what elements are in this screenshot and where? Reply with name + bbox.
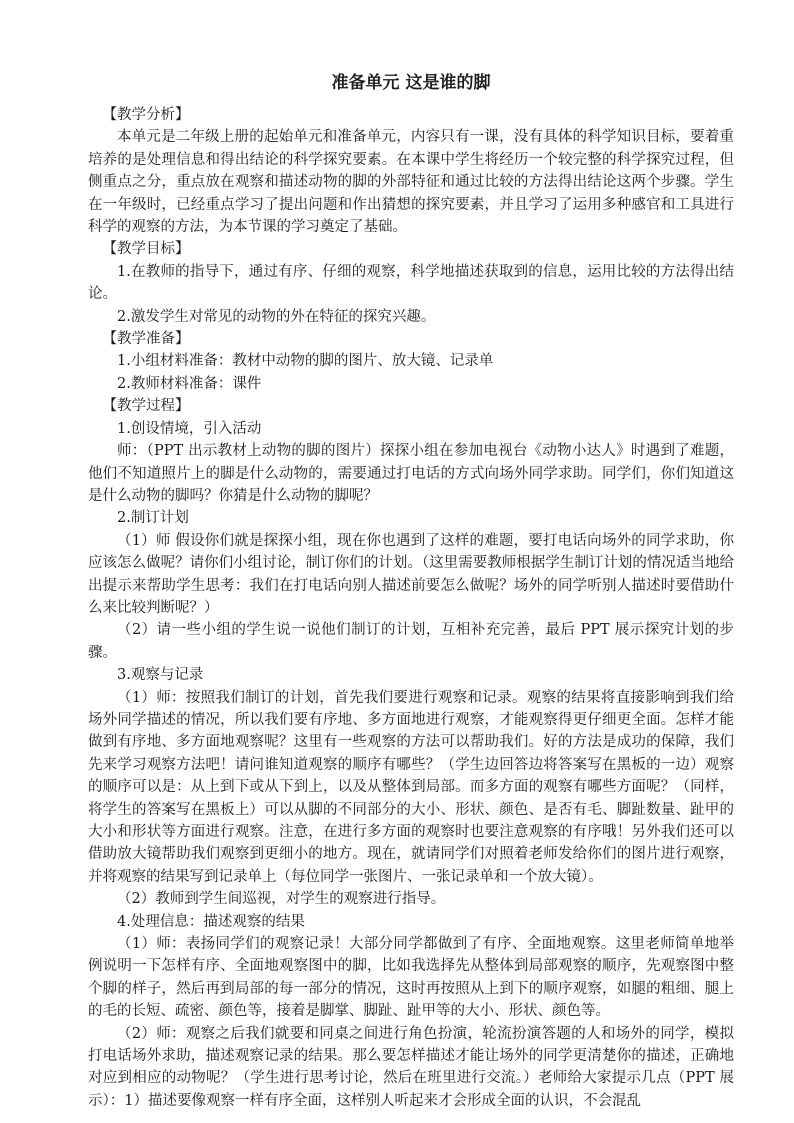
section-heading-prep: 【教学准备】 (102, 331, 190, 348)
goal-item-1: 1.在教师的指导下，通过有序、仔细的观察，科学地描述获取到的信息，运用比较的方法得出结论。 (88, 263, 734, 303)
step2-paragraph-2: （2）请一些小组的学生说一说他们制订的计划，互相补充完善，最后 PPT 展示探究计划的步骤。 (88, 622, 734, 661)
goal-item-2: 2.激发学生对常见的动物的外在特征的探究兴趣。 (117, 308, 436, 325)
step3-paragraph-2: （2）教师到学生间巡视，对学生的观察进行指导。 (117, 891, 446, 908)
step1-title: 1.创设情境，引入活动 (117, 420, 262, 437)
step3-title: 3.观察与记录 (117, 667, 204, 684)
section-heading-process: 【教学过程】 (102, 398, 190, 415)
section-heading-analysis: 【教学分析】 (102, 107, 190, 123)
prep-item-2: 2.教师材料准备：课件 (117, 375, 262, 392)
document-title: 准备单元 这是谁的脚 (331, 73, 491, 93)
analysis-paragraph: 本单元是二年级上册的起始单元和准备单元，内容只有一课，没有具体的科学知识目标，要着重培养的是处理信息和得出结论的科学探究要素。在本课中学生将经历一个较完整的科学探究过程，但侧重点之分，重点放在观察和描述动物的脚的外部特征和通过比较的方法得出结论这两个步骤。学生在一年级时，已经重点学习了提出问题和作出猜想的探究要素，并且学习了运用多种感官和工具进行科学的观察的方法，为本节课的学习奠定了基础。 (88, 129, 734, 236)
step2-title: 2.制订计划 (117, 510, 189, 527)
step4-paragraph-2: （2）师：观察之后我们就要和同桌之间进行角色扮演，轮流扮演答题的人和场外的同学，模拟打电话场外求助，描述观察记录的结果。那么要怎样描述才能让场外的同学更清楚你的描述，正确地对应到相应的动物呢？（学生进行思考讨论，然后在班里进行交流。）老师给大家提示几点（PPT 展示）：1）描述要像观察一样有序全面，这样别人听起来才会形成全面的认识，不会混乱 (88, 1025, 734, 1109)
prep-item-1: 1.小组材料准备：教材中动物的脚的图片、放大镜、记录单 (117, 353, 494, 370)
step2-paragraph-1: （1）师 假设你们就是探探小组，现在你也遇到了这样的难题，要打电话向场外的同学求助，你应该怎么做呢？请你们小组讨论，制订你们的计划。（这里需要教师根据学生制订计划的情况适当地给出提示来帮助学生思考：我们在打电话向别人描述前要怎么做呢？场外的同学听别人描述时要借助什么来比较判断呢？） (88, 532, 734, 616)
step1-paragraph: 师：（PPT 出示教材上动物的脚的图片）探探小组在参加电视台《动物小达人》时遇到了难题，他们不知道照片上的脚是什么动物的，需要通过打电话的方式向场外同学求助。同学们，你们知道这是什么动物的脚吗？你猜是什么动物的脚呢？ (88, 443, 734, 504)
document-page (88, 64, 734, 1112)
step4-paragraph-1: （1）师：表扬同学们的观察记录！大部分同学都做到了有序、全面地观察。这里老师简单地举例说明一下怎样有序、全面地观察图中的脚，比如我选择先从整体到局部观察的顺序，先观察图中整个脚的样子，然后再到局部的每一部分的情况，这时再按照从上到下的顺序观察，如腿的粗细、腿上的毛的长短、疏密、颜色等，接着是脚掌、脚趾、趾甲等的大小、形状、颜色等。 (88, 936, 734, 1020)
step4-title: 4.处理信息：描述观察的结果 (117, 913, 305, 930)
step3-paragraph-1: （1）师：按照我们制订的计划，首先我们要进行观察和记录。观察的结果将直接影响到我们给场外同学描述的情况，所以我们要有序地、多方面地进行观察，才能观察得更仔细更全面。怎样才能做到有序地、多方面地观察呢？这里有一些观察的方法可以帮助我们。好的方法是成功的保障，我们先来学习观察方法吧！请问谁知道观察的顺序有哪些？（学生边回答边将答案写在黑板的一边）观察的顺序可以是：从上到下或从下到上，以及从整体到局部。而多方面的观察有哪些方面呢？（同样，将学生的答案写在黑板上）可以从脚的不同部分的大小、形状、颜色、是否有毛、脚趾数量、趾甲的大小和形状等方面进行观察。注意，在进行多方面的观察时也要注意观察的有序哦！另外我们还可以借助放大镜帮助我们观察到更细小的地方。现在，就请同学们对照着老师发给你们的图片进行观察，并将观察的结果写到记录单上（每位同学一张图片、一张记录单和一个放大镜）。 (88, 689, 734, 885)
section-heading-goals: 【教学目标】 (102, 241, 190, 258)
